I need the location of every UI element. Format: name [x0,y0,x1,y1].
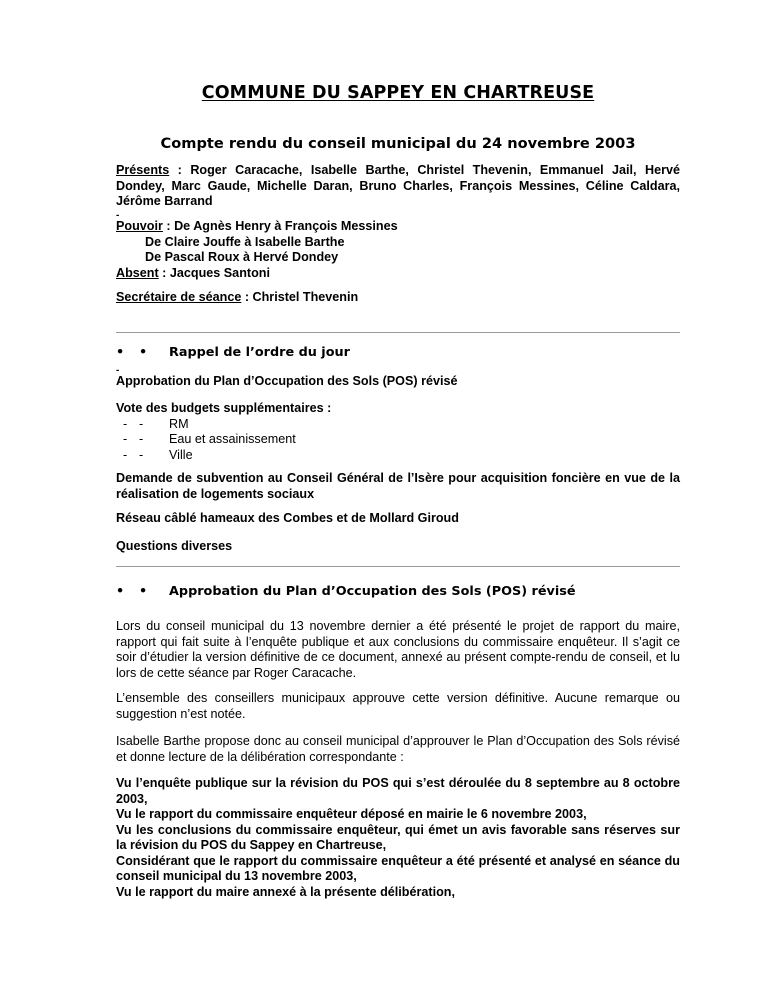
section-heading-pos [116,584,680,600]
deliberation-line: Considérant que le rapport du commissaire enquêteur a été présenté et analysé en séance du conseil municipal du 13 novembre 2003, [116,853,680,883]
deliberation-line: Vu les conclusions du commissaire enquêteur, qui émet un avis favorable sans réserves sur la révision du POS du Sappey en Chartreuse, [116,822,680,852]
paragraph: L’ensemble des conseillers municipaux approuve cette version définitive. Aucune remarque ou suggestion n’est notée. [116,691,680,721]
pouvoir-block [116,210,680,281]
dash-marker: - [139,416,144,431]
dash-marker: - [139,447,144,462]
pouvoir-line: De Claire Jouffe à Isabelle Barthe [145,234,345,249]
section-title: Approbation du Plan d’Occupation des Sols (POS) révisé [169,584,576,599]
bullet-icon: • [139,584,148,599]
paragraph: Lors du conseil municipal du 13 novembre dernier a été présenté le projet de rapport du maire, rapport qui fait suite à l’enquête publique et aux conclusions du commissaire enquêteur. Il s’agit ce soir d’étudier la version définitive de ce document, annexé au présent compte-rendu de conseil, et lu lors de cette séance par Roger Caracache. [116,619,680,680]
agenda-item-questions: Questions diverses [116,539,233,553]
deliberation-block [116,776,680,900]
section-title: Rappel de l’ordre du jour [169,345,350,360]
pouvoir-label: Pouvoir [116,219,163,233]
dash-marker: - [123,432,128,446]
paragraph: Isabelle Barthe propose donc au conseil municipal d’approuver le Plan d’Occupation des Sols révisé et donne lecture de la délibération correspondante : [116,734,680,764]
pouvoir-line: De Pascal Roux à Hervé Dondey [145,250,339,264]
budget-label: Eau et assainissement [169,432,296,446]
list-item [116,417,680,433]
deliberation-line: Vu le rapport du commissaire enquêteur déposé en mairie le 6 novembre 2003, [116,807,587,821]
absent-label: Absent [116,265,159,280]
budget-label: RM [169,416,189,431]
deliberation-line: Vu l’enquête publique sur la révision du POS qui s’est déroulée du 8 septembre au 8 octobre 2003, [116,776,680,806]
presents-label: Présents [116,163,170,177]
section-divider [116,332,680,333]
list-item [116,448,680,464]
agenda-item-reseau: Réseau câblé hameaux des Combes et de Mollard Giroud [116,511,459,525]
bullet-icon: • [139,345,148,360]
dash-marker: - [139,432,144,446]
agenda-item-text: Approbation du Plan d’Occupation des Sols (POS) révisé [116,374,458,388]
document-subtitle: Compte rendu du conseil municipal du 24 novembre 2003 [160,135,636,152]
presents-text: : Roger Caracache, Isabelle Barthe, Christel Thevenin, Emmanuel Jail, Hervé Dondey, Marc Gaude, Michelle Daran, Bruno Charles, François Messines, Céline Caldara, Jérôme Barrand [116,163,680,208]
stray-dash-mark: - [116,210,120,221]
section-heading-ordre-du-jour [116,345,680,361]
bullet-icon: • [116,584,125,599]
budget-label: Ville [169,447,193,462]
secretaire-label: Secrétaire de séance [116,290,242,304]
deliberation-line: Vu le rapport du maire annexé à la présente délibération, [116,884,455,899]
section-divider [116,566,680,567]
bullet-icon: • [116,345,125,360]
document-title: COMMUNE DU SAPPEY EN CHARTREUSE [201,83,595,103]
agenda-item-text: Vote des budgets supplémentaires : [116,401,332,415]
agenda-item-budgets [116,401,680,463]
dash-marker: - [123,416,128,431]
stray-dash-mark: - [116,365,120,376]
agenda-item-subvention: Demande de subvention au Conseil Général de l’Isère pour acquisition foncière en vue de la réalisation de logements sociaux [116,471,680,501]
dash-marker: - [123,447,128,462]
agenda-item-pos [116,365,680,390]
secretaire-line [116,290,680,306]
secretaire-text: : Christel Thevenin [241,290,359,304]
presents-paragraph [116,163,680,210]
list-item [116,432,680,448]
absent-text: : Jacques Santoni [158,265,270,280]
pouvoir-line: : De Agnès Henry à François Messines [162,219,398,233]
